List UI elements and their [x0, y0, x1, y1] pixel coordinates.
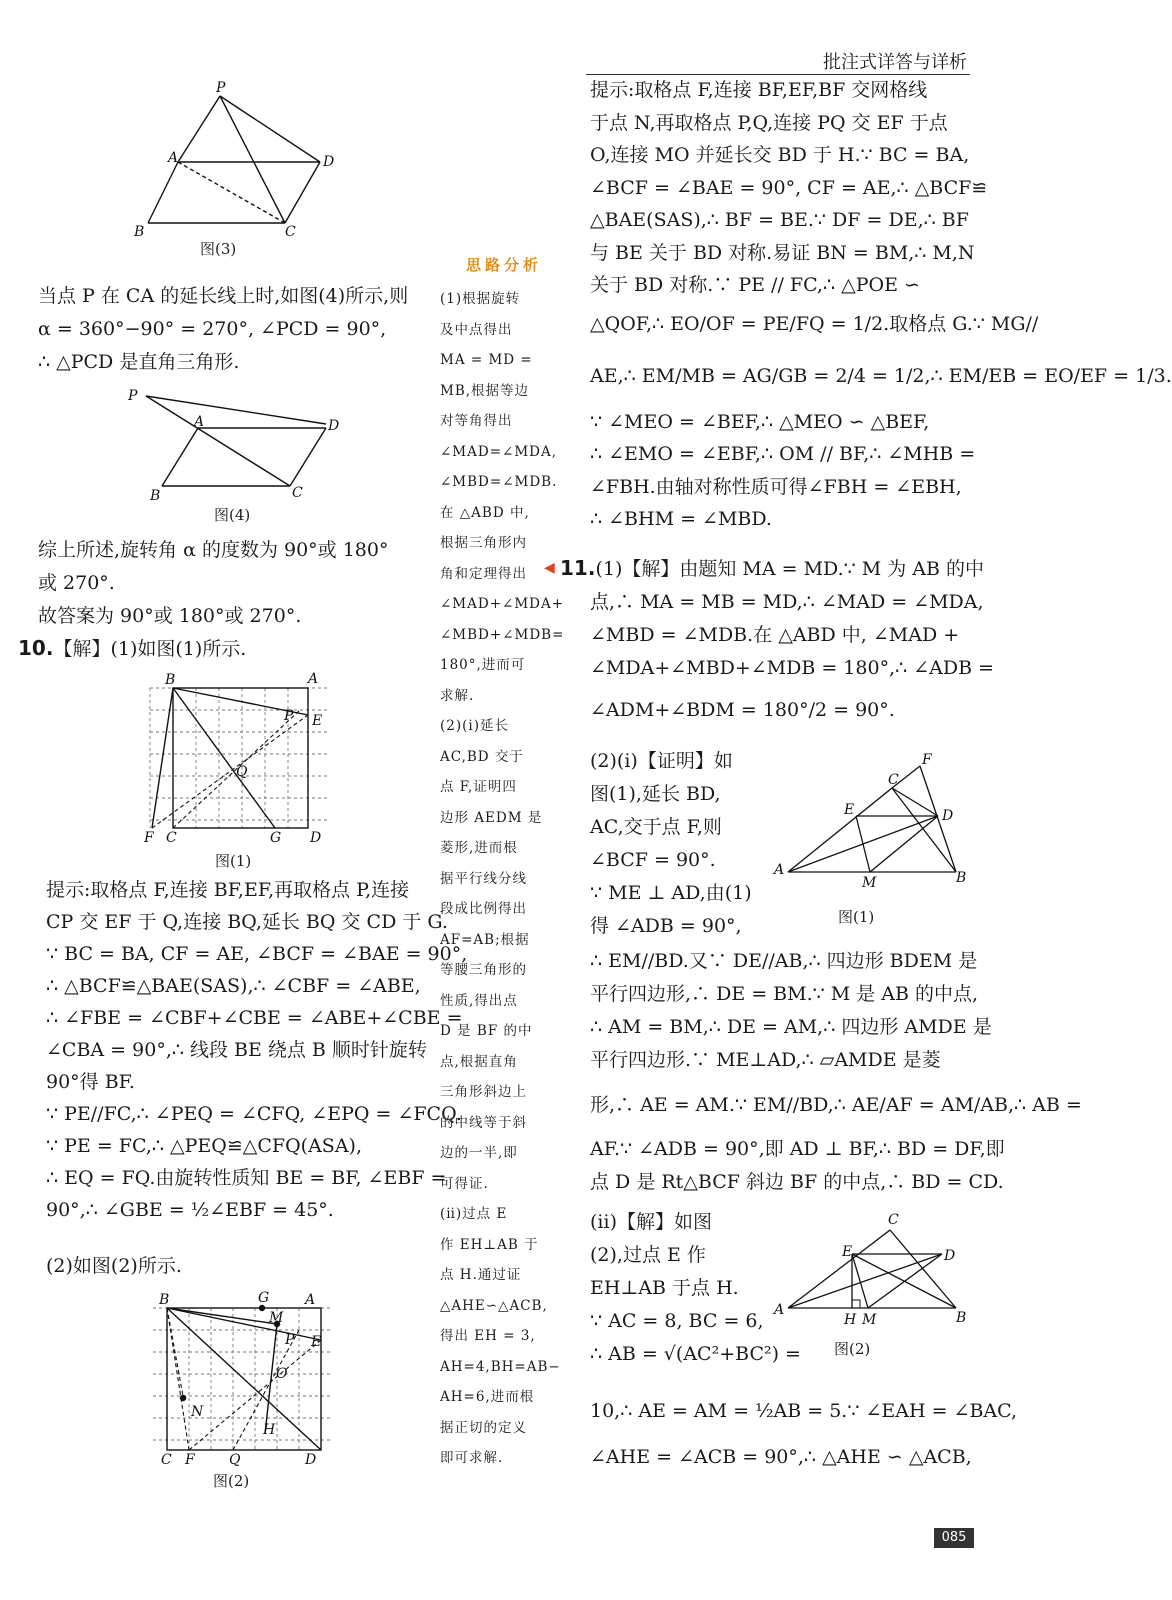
- fig4-label: B: [150, 488, 161, 504]
- side-line: 据正切的定义: [440, 1419, 527, 1436]
- fig10-1-label: Q: [236, 764, 248, 780]
- text-line: 90°得 BF.: [46, 1071, 135, 1093]
- text-line: ∴ ∠FBE = ∠CBF+∠CBE = ∠ABE+∠CBE =: [46, 1007, 463, 1029]
- text-line: 或 270°.: [38, 572, 115, 594]
- side-line: ∠MAD=∠MDA,: [440, 443, 558, 460]
- text-line: ∵ PE = FC,∴ △PEQ≌△CFQ(ASA),: [46, 1135, 362, 1157]
- side-line: 180°,进而可: [440, 657, 526, 673]
- text-line: O,连接 MO 并延长交 BD 于 H.∵ BC = BA,: [590, 144, 970, 166]
- fig4-label: A: [194, 414, 205, 430]
- side-line: 据平行线分线: [440, 870, 527, 887]
- fig3-label: D: [323, 154, 335, 170]
- text-line: 提示:取格点 F,连接 BF,EF,再取格点 P,连接: [46, 879, 410, 901]
- side-line: 三角形斜边上: [440, 1084, 527, 1100]
- fig10-2-label: A: [305, 1292, 316, 1308]
- text-line: 形,∴ AE = AM.∵ EM//BD,∴ AE/AF = AM/AB,∴ AB =: [590, 1094, 1082, 1116]
- text-line: 10,∴ AE = AM = ½AB = 5.∵ ∠EAH = ∠BAC,: [590, 1400, 1018, 1422]
- text-line: ∴ AM = BM,∴ DE = AM,∴ 四边形 AMDE 是: [590, 1016, 992, 1038]
- side-line: AH=6,进而根: [440, 1389, 535, 1405]
- side-line: 角和定理得出: [440, 565, 527, 582]
- fig11-1-label: M: [862, 875, 877, 891]
- text-line: (2)(ⅰ)【证明】如: [590, 750, 733, 772]
- side-line: MA = MD =: [440, 352, 533, 368]
- fig10-2-label: B: [159, 1292, 170, 1308]
- page-number: 085: [934, 1528, 974, 1548]
- fig10-1-label: P: [284, 708, 294, 724]
- text-line: ∴ ∠BHM = ∠MBD.: [590, 508, 772, 530]
- side-line: 段成比例得出: [440, 901, 527, 917]
- fig11-2-label: A: [774, 1302, 785, 1318]
- question-11-2ii: [590, 1206, 801, 1371]
- fig10-2-label: D: [305, 1452, 317, 1468]
- text-line: ∠BCF = ∠BAE = 90°, CF = AE,∴ △BCF≌: [590, 176, 988, 199]
- fig10-2-label: M: [269, 1310, 284, 1326]
- side-line: 点 F,证明四: [440, 779, 517, 795]
- side-line: 边的一半,即: [440, 1145, 518, 1161]
- text-line: 平行四边形.∵ ME⊥AD,∴ ▱AMDE 是菱: [590, 1049, 941, 1071]
- fig3-caption: 图(3): [200, 240, 237, 258]
- side-line: ∠MBD=∠MDB.: [440, 474, 558, 490]
- fig3-label: B: [134, 224, 145, 240]
- side-line: AF=AB;根据: [440, 931, 530, 948]
- fig10-2-label: N: [191, 1404, 204, 1420]
- fig10-1-label: D: [310, 830, 322, 846]
- text-line: ∴ AB = √(AC²+BC²) =: [590, 1343, 801, 1365]
- fig10-2-label: P: [285, 1332, 295, 1348]
- fig11-2-label: C: [888, 1212, 899, 1228]
- side-line: MB,根据等边: [440, 382, 530, 399]
- figure-10-2: [145, 1288, 345, 1490]
- figure-3: [130, 80, 350, 265]
- fig11-2-label: M: [862, 1312, 877, 1328]
- text-line: 得 ∠ADB = 90°,: [590, 915, 742, 937]
- fig11-2-caption: 图(2): [834, 1340, 871, 1358]
- side-line: 点 H.通过证: [440, 1267, 522, 1283]
- fig11-1-label: C: [888, 772, 899, 788]
- side-line: (ⅱ)过点 E: [440, 1206, 508, 1222]
- side-line: (2)(ⅰ)延长: [440, 718, 509, 734]
- text-line: 与 BE 关于 BD 对称.易证 BN = BM,∴ M,N: [590, 241, 975, 264]
- fig10-1-label: E: [312, 713, 323, 729]
- text-line: 提示:取格点 F,连接 BF,EF,BF 交网格线: [590, 79, 928, 101]
- text-line: (1)【解】由题知 MA = MD.∵ M 为 AB 的中: [595, 558, 985, 580]
- fig11-2-label: H: [844, 1312, 857, 1328]
- paragraph-case-270: [38, 280, 408, 379]
- fig11-1-label: B: [956, 870, 967, 886]
- side-line: (1)根据旋转: [440, 291, 521, 307]
- side-line: AH=4,BH=AB−: [440, 1358, 561, 1375]
- question-number: 11.: [560, 556, 596, 580]
- fig3-label: A: [168, 150, 179, 166]
- fig10-2-label: H: [263, 1422, 276, 1438]
- fig10-1-label: C: [166, 830, 177, 846]
- text-line: ∵ ∠MEO = ∠BEF,∴ △MEO ∽ △BEF,: [590, 410, 930, 433]
- text-line: 综上所述,旋转角 α 的度数为 90°或 180°: [38, 539, 389, 561]
- text-line: 故答案为 90°或 180°或 270°.: [38, 605, 302, 627]
- question-11-2i-cont: [590, 945, 1082, 1199]
- text-line: ∠MDA+∠MBD+∠MDB = 180°,∴ ∠ADB =: [590, 657, 995, 679]
- text-line: ∠MBD = ∠MDB.在 △ABD 中, ∠MAD +: [590, 624, 960, 646]
- text-line: ∴ EM//BD.又∵ DE//AB,∴ 四边形 BDEM 是: [590, 950, 978, 972]
- fig10-2-label: F: [185, 1452, 195, 1468]
- text-line: EH⊥AB 于点 H.: [590, 1277, 739, 1299]
- fig10-1-label: B: [165, 672, 176, 688]
- side-line: AC,BD 交于: [440, 748, 524, 765]
- page-header: 批注式详答与详析: [823, 52, 967, 73]
- side-line: 在 △ABD 中,: [440, 504, 530, 521]
- text-line: 关于 BD 对称.∵ PE // FC,∴ △POE ∽: [590, 274, 920, 296]
- text-line: AF.∵ ∠ADB = 90°,即 AD ⊥ BF,∴ BD = DF,即: [590, 1138, 1005, 1160]
- text-line: CP 交 EF 于 Q,连接 BQ,延长 BQ 交 CD 于 G.: [46, 911, 448, 933]
- fig4-label: C: [292, 485, 303, 501]
- side-line: 性质,得出点: [440, 992, 518, 1009]
- text-line: △BAE(SAS),∴ BF = BE.∵ DF = DE,∴ BF: [590, 209, 969, 231]
- fig4-label: D: [328, 418, 340, 434]
- text-line: 点 D 是 Rt△BCF 斜边 BF 的中点,∴ BD = CD.: [590, 1171, 1004, 1193]
- fig10-2-label: C: [161, 1452, 172, 1468]
- fig4-label: P: [128, 388, 138, 404]
- figure-4: [128, 382, 360, 527]
- fig10-2-label: E: [311, 1334, 322, 1350]
- paragraph-conclusion: [38, 534, 388, 633]
- side-line: ∠MBD+∠MDB=: [440, 626, 565, 643]
- question-11-2i: [590, 745, 752, 943]
- fig4-caption: 图(4): [214, 506, 251, 524]
- text-line: ∠CBA = 90°,∴ 线段 BE 绕点 B 顺时针旋转: [46, 1039, 427, 1061]
- side-line: 可得证.: [440, 1175, 489, 1192]
- hint-10-1: [46, 874, 467, 1226]
- text-line: ∴ △PCD 是直角三角形.: [38, 351, 240, 373]
- fig10-1-caption: 图(1): [215, 852, 252, 870]
- text-line: 90°,∴ ∠GBE = ½∠EBF = 45°.: [46, 1199, 334, 1221]
- figure-11-2: [772, 1208, 972, 1358]
- fig11-1-label: D: [942, 808, 954, 824]
- text-line: △QOF,∴ EO/OF = PE/FQ = 1/2.取格点 G.∵ MG//: [590, 312, 1039, 335]
- side-note-title: 思路分析: [466, 256, 543, 274]
- fig11-2-label: E: [842, 1244, 853, 1260]
- text-line: AE,∴ EM/MB = AG/GB = 2/4 = 1/2,∴ EM/EB = EO/EF = 1/3.: [590, 364, 1172, 387]
- fig3-label: C: [285, 224, 296, 240]
- text-line: 点,∴ MA = MB = MD,∴ ∠MAD = ∠MDA,: [590, 591, 984, 613]
- question-11-part1: [560, 552, 994, 735]
- hint-10-2: [590, 74, 1172, 536]
- side-line: 菱形,进而根: [440, 840, 518, 856]
- side-line: 等腰三角形的: [440, 962, 527, 978]
- text-line: ∴ ∠EMO = ∠EBF,∴ OM // BF,∴ ∠MHB =: [590, 443, 976, 465]
- fig11-2-label: B: [956, 1310, 967, 1326]
- fig11-1-label: E: [844, 802, 855, 818]
- text-line: 当点 P 在 CA 的延长线上时,如图(4)所示,则: [38, 285, 409, 307]
- text-line: 【解】(1)如图(1)所示.: [53, 638, 247, 660]
- question-10-2: (2)如图(2)所示.: [46, 1255, 182, 1277]
- text-line: (ⅱ)【解】如图: [590, 1211, 712, 1233]
- fig10-1-label: G: [270, 830, 282, 846]
- text-line: 图(1),延长 BD,: [590, 783, 721, 805]
- text-line: 于点 N,再取格点 P,Q,连接 PQ 交 EF 于点: [590, 111, 948, 134]
- text-line: ∵ AC = 8, BC = 6,: [590, 1310, 764, 1332]
- side-line: 得出 EH = 3,: [440, 1328, 536, 1344]
- text-line: ∵ ME ⊥ AD,由(1): [590, 882, 752, 904]
- question-10-head: [18, 632, 246, 666]
- side-line: ∠MAD+∠MDA+: [440, 596, 565, 612]
- fig3-label: P: [216, 80, 226, 96]
- fig11-1-caption: 图(1): [838, 908, 875, 926]
- side-line: 对等角得出: [440, 413, 513, 429]
- text-line: α = 360°−90° = 270°, ∠PCD = 90°,: [38, 318, 387, 340]
- side-line: D 是 BF 的中: [440, 1023, 533, 1039]
- text-line: ∴ △BCF≌△BAE(SAS),∴ ∠CBF = ∠ABE,: [46, 975, 421, 997]
- fig10-2-label: Q: [229, 1452, 241, 1468]
- side-line: 即可求解.: [440, 1450, 504, 1466]
- text-line: ∴ EQ = FQ.由旋转性质知 BE = BF, ∠EBF =: [46, 1167, 447, 1189]
- text-line: 平行四边形,∴ DE = BM.∵ M 是 AB 的中点,: [590, 983, 979, 1005]
- side-line: 根据三角形内: [440, 535, 527, 551]
- text-line: AC,交于点 F,则: [590, 816, 722, 838]
- side-line: △AHE∽△ACB,: [440, 1297, 548, 1314]
- text-line: ∠FBH.由轴对称性质可得∠FBH = ∠EBH,: [590, 475, 962, 498]
- side-line: 边形 AEDM 是: [440, 809, 543, 826]
- fig11-2-label: D: [944, 1248, 956, 1264]
- text-line: ∵ BC = BA, CF = AE, ∠BCF = ∠BAE = 90°,: [46, 943, 468, 965]
- question-11-2ii-cont: [590, 1388, 1017, 1480]
- text-line: ∠AHE = ∠ACB = 90°,∴ △AHE ∽ △ACB,: [590, 1446, 972, 1468]
- question-number: 10.: [18, 636, 54, 660]
- fig10-1-label: F: [144, 830, 154, 846]
- fig10-2-caption: 图(2): [213, 1472, 250, 1490]
- text-line: ∠ADM+∠BDM = 180°/2 = 90°.: [590, 699, 895, 721]
- fig10-2-label: G: [258, 1290, 270, 1306]
- fig11-1-label: F: [922, 752, 932, 768]
- figure-11-1: [770, 748, 970, 928]
- text-line: ∠BCF = 90°.: [590, 849, 716, 871]
- side-line: 及中点得出: [440, 321, 513, 338]
- fig10-1-label: A: [308, 671, 319, 687]
- side-line: 的中线等于斜: [440, 1114, 527, 1131]
- side-note: [440, 284, 564, 1474]
- figure-10-1: [140, 670, 340, 870]
- side-line: 点,根据直角: [440, 1053, 518, 1070]
- text-line: (2),过点 E 作: [590, 1244, 706, 1266]
- arrow-marker-icon: ◀: [544, 560, 555, 576]
- side-line: 作 EH⊥AB 于: [440, 1236, 539, 1253]
- fig10-2-label: O: [276, 1366, 288, 1382]
- fig11-1-label: A: [774, 862, 785, 878]
- side-line: 求解.: [440, 687, 475, 704]
- text-line: ∵ PE//FC,∴ ∠PEQ = ∠CFQ, ∠EPQ = ∠FCQ.: [46, 1103, 462, 1125]
